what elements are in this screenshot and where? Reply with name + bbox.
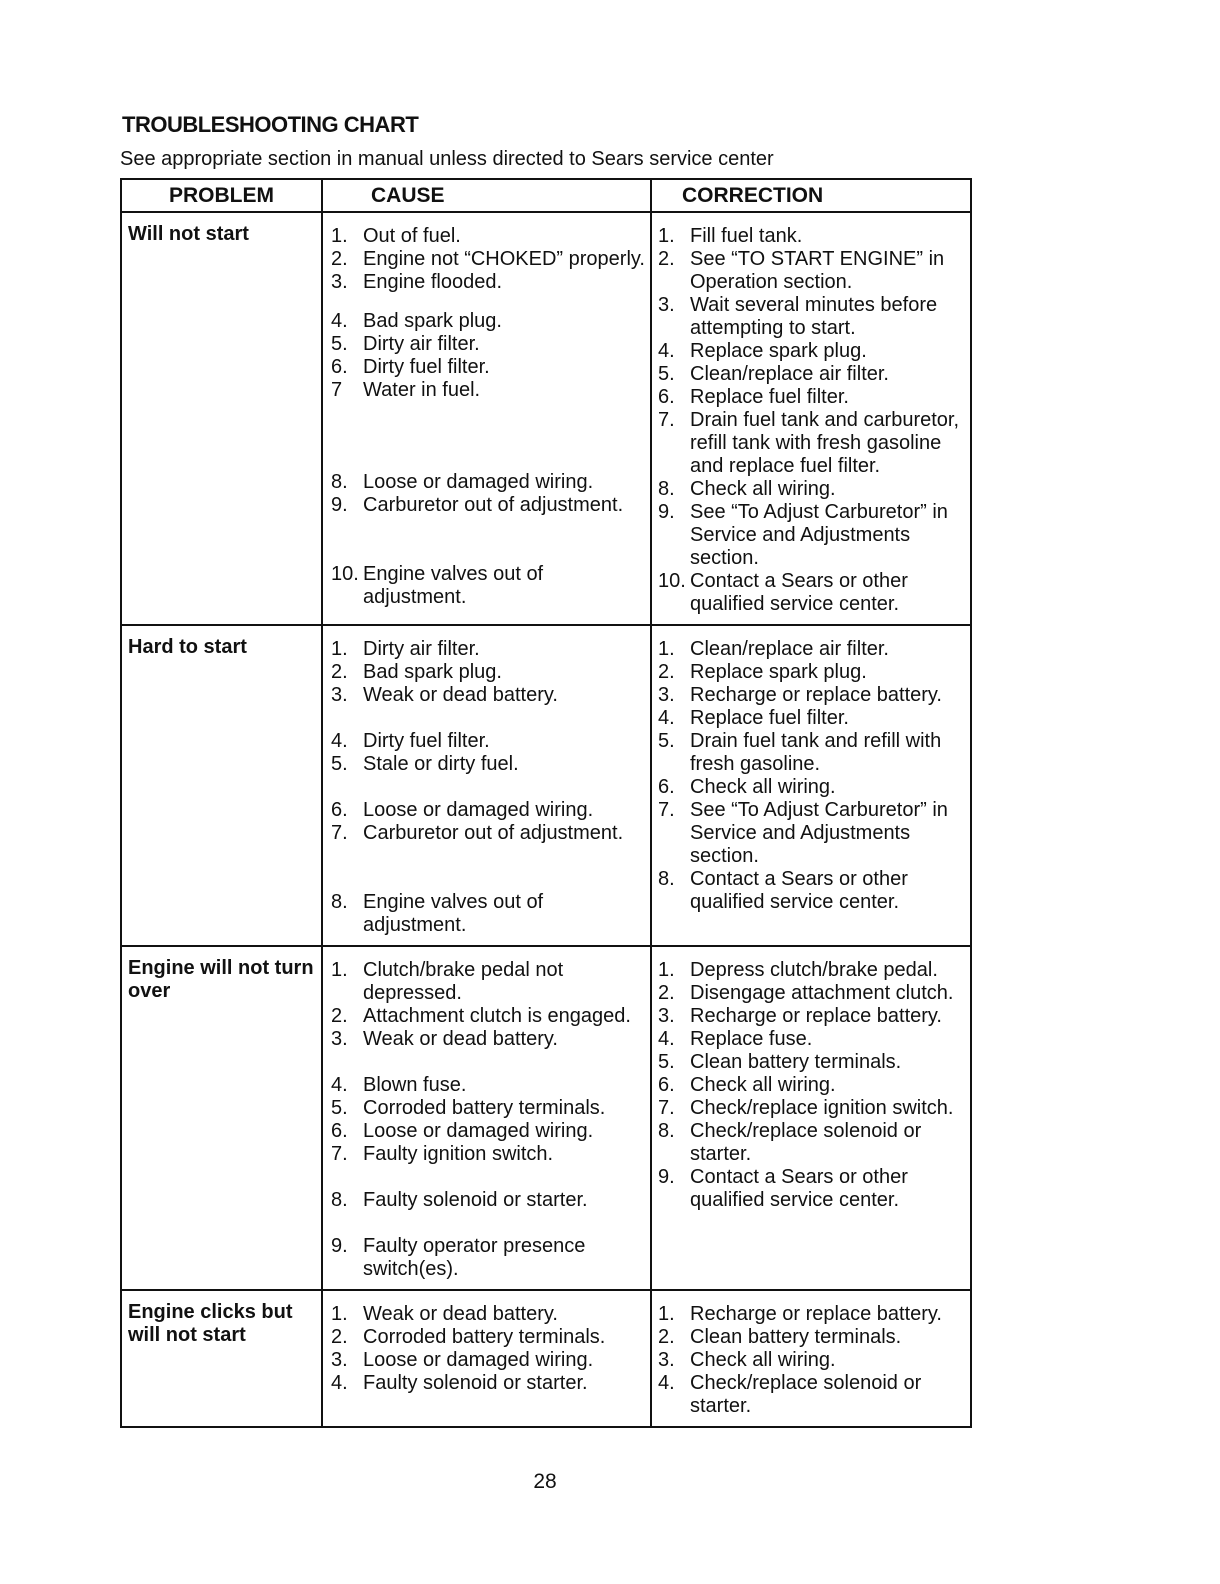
cause-number: 3.	[331, 271, 348, 293]
correction-text: Contact a Sears or other qualified service center.	[690, 1166, 908, 1211]
correction-number: 1.	[658, 959, 675, 981]
correction-item	[658, 1372, 970, 1418]
correction-text: Drain fuel tank and refill with fresh gasoline.	[690, 730, 942, 775]
correction-text: Check all wiring.	[690, 1074, 836, 1096]
correction-item	[658, 294, 970, 340]
cause-number: 2.	[331, 661, 348, 683]
cause-number: 9.	[331, 494, 348, 516]
cause-text: Bad spark plug.	[363, 310, 502, 332]
correction-text: Replace fuel filter.	[690, 386, 849, 408]
correction-text: See “TO START ENGINE” in Operation section.	[690, 248, 945, 293]
cause-item	[331, 753, 650, 776]
correction-number: 10.	[658, 570, 686, 592]
correction-item	[658, 1028, 970, 1051]
cause-text: Faulty operator presence switch(es).	[363, 1235, 586, 1280]
correction-item	[658, 409, 970, 478]
cause-item	[331, 891, 650, 937]
cause-number: 7	[331, 379, 343, 401]
cause-number: 5.	[331, 1097, 348, 1119]
table-body	[122, 213, 970, 1426]
cause-text: Dirty fuel filter.	[363, 356, 490, 378]
correction-text: Contact a Sears or other qualified service center.	[690, 570, 908, 615]
correction-number: 2.	[658, 1326, 675, 1348]
cause-number: 1.	[331, 959, 348, 981]
correction-item	[658, 661, 970, 684]
cause-number: 2.	[331, 1326, 348, 1348]
cause-number: 10.	[331, 563, 359, 585]
problem-cell: Engine clicks but will not start	[122, 1291, 323, 1426]
correction-cell	[652, 1291, 970, 1426]
cause-text: Loose or damaged wiring.	[363, 1349, 594, 1371]
correction-text: Check all wiring.	[690, 478, 836, 500]
correction-item	[658, 363, 970, 386]
cause-number: 1.	[331, 1303, 348, 1325]
correction-text: Disengage attachment clutch.	[690, 982, 954, 1004]
correction-item	[658, 1326, 970, 1349]
cause-text: Out of fuel.	[363, 225, 461, 247]
correction-item	[658, 1074, 970, 1097]
cause-text: Engine valves out of adjustment.	[363, 563, 544, 608]
correction-number: 4.	[658, 1372, 675, 1394]
correction-text: Recharge or replace battery.	[690, 1005, 942, 1027]
cause-text: Engine not “CHOKED” properly.	[363, 248, 645, 270]
correction-number: 9.	[658, 501, 675, 523]
cause-item	[331, 1005, 650, 1028]
correction-number: 2.	[658, 248, 675, 270]
cause-number: 5.	[331, 333, 348, 355]
cause-number: 4.	[331, 730, 348, 752]
cause-number: 4.	[331, 310, 348, 332]
correction-item	[658, 1303, 970, 1326]
correction-item	[658, 501, 970, 570]
table-row	[122, 947, 970, 1291]
correction-text: Depress clutch/brake pedal.	[690, 959, 938, 981]
cause-text: Water in fuel.	[363, 379, 481, 401]
correction-number: 8.	[658, 868, 675, 890]
correction-text: Replace spark plug.	[690, 340, 867, 362]
table-header	[122, 180, 970, 213]
correction-item	[658, 478, 970, 501]
cause-item	[331, 1074, 650, 1097]
correction-text: See “To Adjust Carburetor” in Service and Adjustments section.	[690, 799, 948, 867]
correction-text: Replace fuse.	[690, 1028, 813, 1050]
correction-item	[658, 1166, 970, 1212]
correction-text: Check/replace ignition switch.	[690, 1097, 954, 1119]
cause-text: Engine flooded.	[363, 271, 503, 293]
correction-number: 3.	[658, 1005, 675, 1027]
correction-text: Drain fuel tank and carburetor, refill tank with fresh gasoline and replace fuel filter.	[690, 409, 960, 477]
cause-text: Weak or dead battery.	[363, 684, 558, 706]
correction-number: 8.	[658, 478, 675, 500]
correction-item	[658, 1120, 970, 1166]
cause-cell	[323, 626, 652, 945]
cause-text: Dirty air filter.	[363, 638, 480, 660]
cause-number: 3.	[331, 1349, 348, 1371]
correction-text: Check all wiring.	[690, 776, 836, 798]
cause-item	[331, 959, 650, 1005]
correction-text: Replace spark plug.	[690, 661, 867, 683]
correction-item	[658, 1349, 970, 1372]
correction-text: Clean battery terminals.	[690, 1326, 902, 1348]
cause-text: Blown fuse.	[363, 1074, 467, 1096]
cause-number: 7.	[331, 822, 348, 844]
correction-item	[658, 707, 970, 730]
correction-number: 5.	[658, 1051, 675, 1073]
cause-item	[331, 310, 650, 333]
cause-text: Attachment clutch is engaged.	[363, 1005, 631, 1027]
correction-text: Replace fuel filter.	[690, 707, 849, 729]
correction-number: 6.	[658, 1074, 675, 1096]
cause-cell	[323, 947, 652, 1289]
correction-item	[658, 248, 970, 294]
correction-text: Contact a Sears or other qualified service center.	[690, 868, 908, 913]
correction-number: 7.	[658, 1097, 675, 1119]
cause-text: Bad spark plug.	[363, 661, 502, 683]
cause-text: Clutch/brake pedal not depressed.	[363, 959, 564, 1004]
cause-text: Engine valves out of adjustment.	[363, 891, 544, 936]
cause-text: Loose or damaged wiring.	[363, 1120, 594, 1142]
cause-item	[331, 248, 650, 271]
cause-item	[331, 1189, 650, 1212]
correction-text: Check/replace solenoid or starter.	[690, 1120, 922, 1165]
cause-number: 5.	[331, 753, 348, 775]
correction-item	[658, 386, 970, 409]
cause-item	[331, 799, 650, 822]
cause-number: 7.	[331, 1143, 348, 1165]
correction-text: Clean battery terminals.	[690, 1051, 902, 1073]
cause-text: Dirty air filter.	[363, 333, 480, 355]
correction-number: 1.	[658, 225, 675, 247]
cause-text: Weak or dead battery.	[363, 1028, 558, 1050]
cause-text: Faulty ignition switch.	[363, 1143, 554, 1165]
correction-number: 9.	[658, 1166, 675, 1188]
cause-number: 9.	[331, 1235, 348, 1257]
cause-number: 3.	[331, 1028, 348, 1050]
correction-item	[658, 982, 970, 1005]
correction-number: 5.	[658, 730, 675, 752]
correction-number: 1.	[658, 1303, 675, 1325]
cause-item	[331, 1372, 650, 1395]
cause-item	[331, 225, 650, 248]
correction-text: Check/replace solenoid or starter.	[690, 1372, 922, 1417]
cause-cell	[323, 1291, 652, 1426]
cause-text: Faulty solenoid or starter.	[363, 1372, 588, 1394]
correction-text: Recharge or replace battery.	[690, 1303, 942, 1325]
cause-number: 8.	[331, 891, 348, 913]
cause-number: 2.	[331, 1005, 348, 1027]
cause-text: Carburetor out of adjustment.	[363, 494, 624, 516]
table-row	[122, 213, 970, 626]
correction-text: Clean/replace air filter.	[690, 638, 889, 660]
correction-number: 4.	[658, 1028, 675, 1050]
correction-number: 2.	[658, 661, 675, 683]
cause-number: 4.	[331, 1372, 348, 1394]
cause-number: 3.	[331, 684, 348, 706]
page-number: 28	[533, 1470, 557, 1493]
cause-item	[331, 638, 650, 661]
correction-number: 1.	[658, 638, 675, 660]
cause-text: Faulty solenoid or starter.	[363, 1189, 588, 1211]
correction-number: 5.	[658, 363, 675, 385]
cause-number: 1.	[331, 225, 348, 247]
correction-number: 6.	[658, 386, 675, 408]
correction-item	[658, 1005, 970, 1028]
problem-cell: Hard to start	[122, 626, 323, 945]
correction-number: 6.	[658, 776, 675, 798]
cause-item	[331, 271, 650, 294]
correction-text: Fill fuel tank.	[690, 225, 803, 247]
correction-item	[658, 799, 970, 868]
cause-item	[331, 1143, 650, 1166]
cause-item	[331, 1235, 650, 1281]
cause-item	[331, 1097, 650, 1120]
correction-cell	[652, 213, 970, 624]
correction-cell	[652, 626, 970, 945]
cause-item	[331, 1349, 650, 1372]
correction-number: 7.	[658, 799, 675, 821]
cause-item	[331, 684, 650, 707]
correction-item	[658, 340, 970, 363]
correction-number: 4.	[658, 707, 675, 729]
table-row	[122, 626, 970, 947]
correction-number: 7.	[658, 409, 675, 431]
cause-number: 2.	[331, 248, 348, 270]
chart-title: TROUBLESHOOTING CHART	[122, 112, 419, 137]
cause-number: 6.	[331, 356, 348, 378]
cause-item	[331, 494, 650, 517]
correction-item	[658, 1097, 970, 1120]
header-correction: CORRECTION	[682, 184, 824, 207]
cause-item	[331, 730, 650, 753]
problem-cell: Will not start	[122, 213, 323, 624]
chart-subtitle: See appropriate section in manual unless directed to Sears service center	[120, 148, 774, 170]
correction-item	[658, 225, 970, 248]
correction-number: 4.	[658, 340, 675, 362]
correction-text: Wait several minutes before attempting to start.	[690, 294, 938, 339]
cause-number: 8.	[331, 471, 348, 493]
cause-item	[331, 356, 650, 379]
correction-number: 3.	[658, 684, 675, 706]
cause-number: 1.	[331, 638, 348, 660]
correction-item	[658, 868, 970, 914]
cause-text: Corroded battery terminals.	[363, 1097, 606, 1119]
cause-item	[331, 1326, 650, 1349]
header-cause: CAUSE	[323, 180, 652, 211]
cause-item	[331, 471, 650, 494]
cause-text: Stale or dirty fuel.	[363, 753, 519, 775]
troubleshooting-table	[120, 178, 972, 1428]
cause-item	[331, 822, 650, 845]
correction-number: 2.	[658, 982, 675, 1004]
cause-item	[331, 379, 650, 402]
cause-item	[331, 1028, 650, 1051]
header-problem: PROBLEM	[122, 180, 323, 211]
correction-text: See “To Adjust Carburetor” in Service and Adjustments section.	[690, 501, 948, 569]
correction-text: Clean/replace air filter.	[690, 363, 889, 385]
cause-item	[331, 1303, 650, 1326]
cause-text: Carburetor out of adjustment.	[363, 822, 624, 844]
correction-item	[658, 776, 970, 799]
cause-number: 4.	[331, 1074, 348, 1096]
correction-item	[658, 684, 970, 707]
correction-item	[658, 638, 970, 661]
cause-cell	[323, 213, 652, 624]
cause-number: 6.	[331, 1120, 348, 1142]
cause-text: Corroded battery terminals.	[363, 1326, 606, 1348]
correction-item	[658, 1051, 970, 1074]
correction-number: 3.	[658, 294, 675, 316]
correction-item	[658, 570, 970, 616]
table-row	[122, 1291, 970, 1426]
cause-text: Loose or damaged wiring.	[363, 471, 594, 493]
correction-item	[658, 959, 970, 982]
cause-item	[331, 1120, 650, 1143]
problem-cell: Engine will not turn over	[122, 947, 323, 1289]
correction-number: 8.	[658, 1120, 675, 1142]
cause-text: Dirty fuel filter.	[363, 730, 490, 752]
cause-item	[331, 563, 650, 609]
cause-text: Loose or damaged wiring.	[363, 799, 594, 821]
cause-text: Weak or dead battery.	[363, 1303, 558, 1325]
cause-item	[331, 661, 650, 684]
correction-cell	[652, 947, 970, 1289]
correction-text: Recharge or replace battery.	[690, 684, 942, 706]
cause-number: 6.	[331, 799, 348, 821]
correction-text: Check all wiring.	[690, 1349, 836, 1371]
correction-item	[658, 730, 970, 776]
cause-item	[331, 333, 650, 356]
correction-number: 3.	[658, 1349, 675, 1371]
cause-number: 8.	[331, 1189, 348, 1211]
